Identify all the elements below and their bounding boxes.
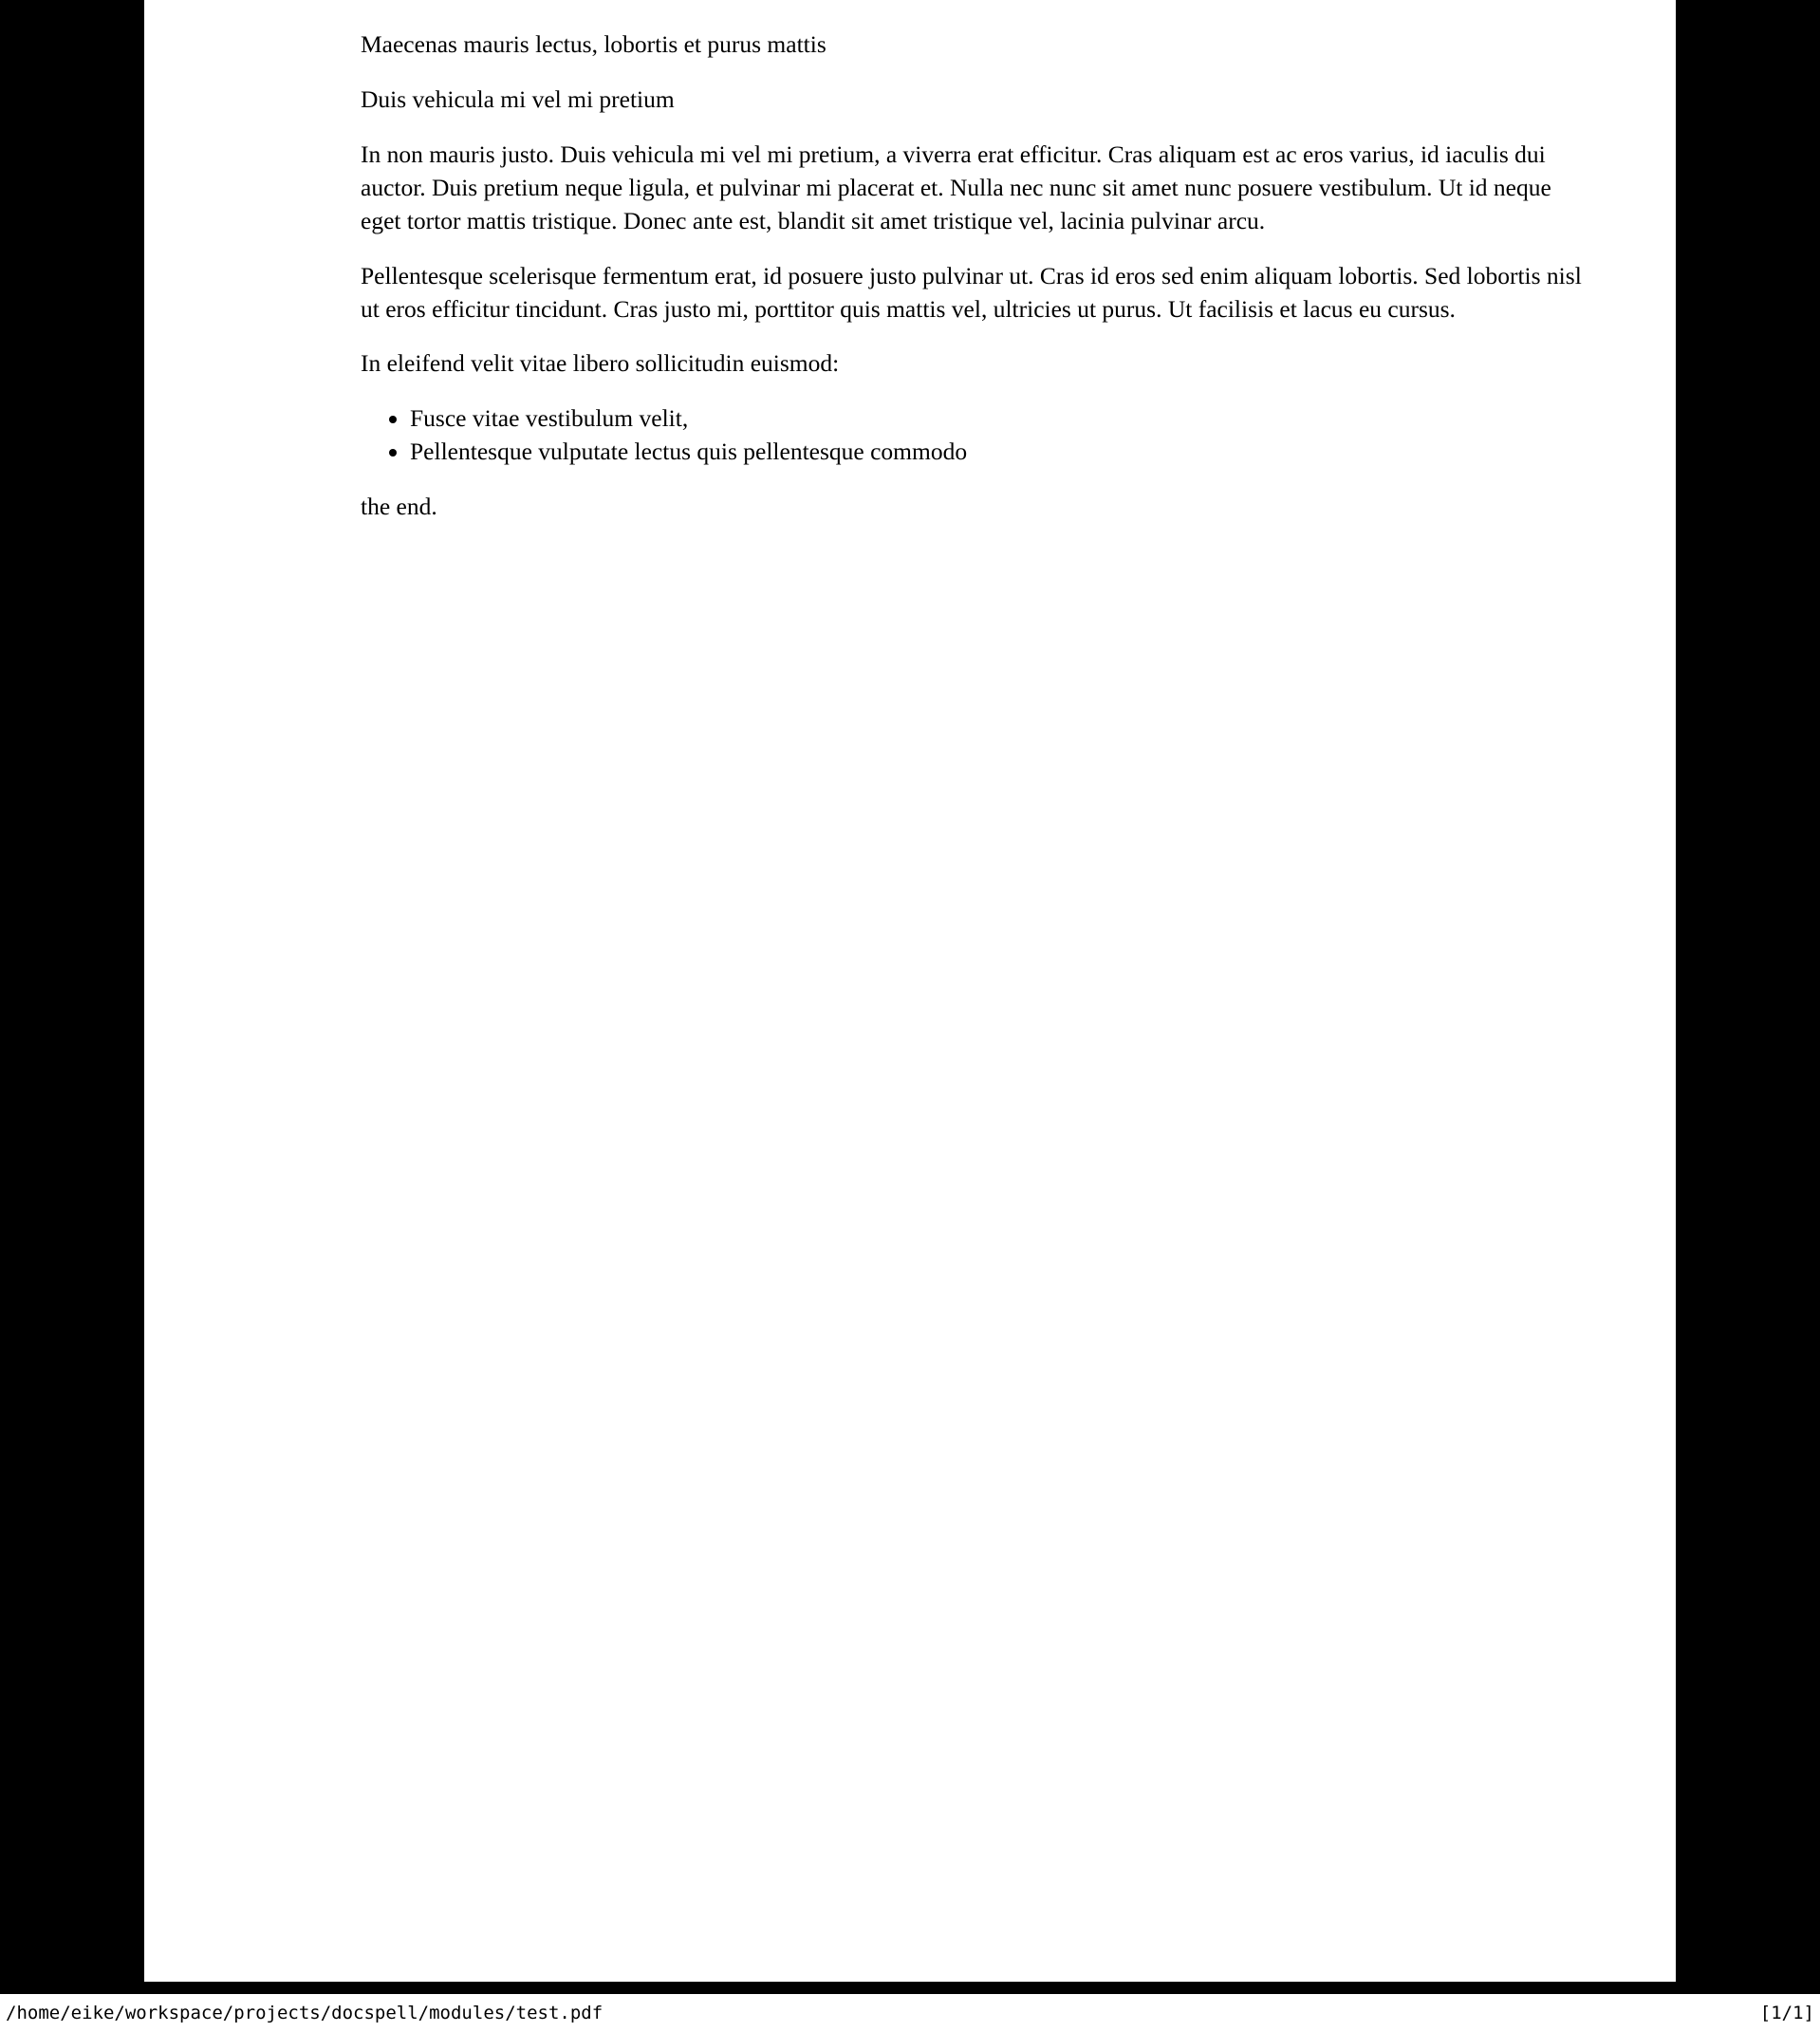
paragraph-1: In non mauris justo. Duis vehicula mi vel mi pretium, a viverra erat efficitur. Cras aliquam est ac eros varius, id iaculis dui auctor. Duis pretium neque ligula, et pulvinar mi placerat et. Nulla nec nunc sit amet nunc posuere vestibulum. Ut id neque eget tortor mattis tristique. Donec ante est, blandit sit amet tristique vel, lacinia pulvinar arcu. — [361, 140, 1551, 234]
bullet-list — [361, 402, 1585, 469]
page-indicator: [1/1] — [1759, 2003, 1814, 2023]
list-item: • Fusce vitae vestibulum velit, — [410, 402, 1585, 436]
closing-text: the end. — [361, 493, 437, 521]
document-content — [361, 28, 1585, 524]
status-bar — [0, 1994, 1820, 2032]
paragraph-2: Pellentesque scelerisque fermentum erat, id posuere justo pulvinar ut. Cras id eros sed enim aliquam lobortis. Sed lobortis nisl ut eros efficitur tincidunt. Cras justo mi, porttitor quis mattis vel, ultricies ut purus. Ut facilisis et lacus eu cursus. — [361, 261, 1582, 323]
list-item: • Pellentesque vulputate lectus quis pellentesque commodo — [410, 436, 1585, 469]
file-path-label: /home/eike/workspace/projects/docspell/modules/test.pdf — [6, 2003, 604, 2023]
list-intro: In eleifend velit vitae libero sollicitudin euismod: — [361, 349, 840, 378]
pdf-page — [144, 0, 1676, 1982]
document-subtitle: Duis vehicula mi vel mi pretium — [361, 84, 675, 113]
document-title: Maecenas mauris lectus, lobortis et purus mattis — [361, 30, 826, 58]
